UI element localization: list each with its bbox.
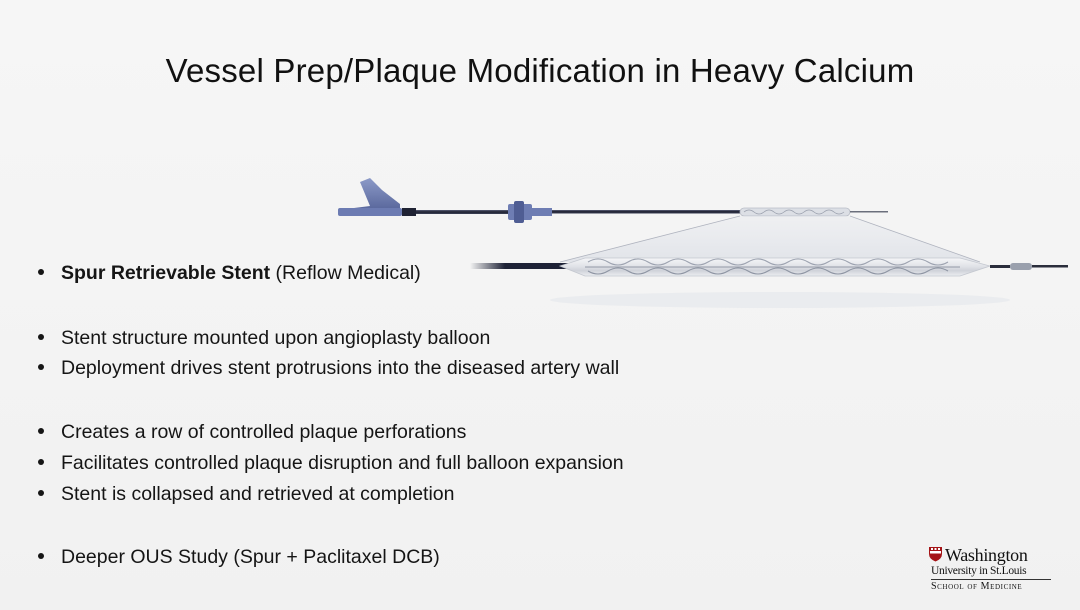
bullet-text: (Reflow Medical) xyxy=(270,262,421,284)
bullet-text: Stent is collapsed and retrieved at completion xyxy=(61,483,455,505)
logo-line-2: University in St.Louis xyxy=(931,565,1027,577)
bullet-item xyxy=(38,357,619,380)
university-shield-icon xyxy=(928,546,943,562)
zoom-projection xyxy=(560,216,980,262)
logo-line-1: Washington xyxy=(945,545,1028,565)
bullet-item xyxy=(38,262,421,285)
bullet-dot xyxy=(38,490,44,496)
bullet-item xyxy=(38,452,624,475)
bullet-text: Creates a row of controlled plaque perforations xyxy=(61,421,467,443)
bullet-item xyxy=(38,421,466,444)
bullet-item xyxy=(38,483,454,506)
spur-device-illustration xyxy=(330,170,1070,320)
bullet-text: Facilitates controlled plaque disruption and full balloon expansion xyxy=(61,452,624,474)
balloon-closeup xyxy=(470,258,1068,308)
luer-connector-icon xyxy=(508,201,552,223)
bullet-dot xyxy=(38,553,44,559)
washu-logo xyxy=(928,546,1058,596)
logo-line-3: School of Medicine xyxy=(931,581,1023,592)
bullet-dot xyxy=(38,364,44,370)
bullet-item xyxy=(38,546,440,569)
bullet-dot xyxy=(38,269,44,275)
bullet-dot xyxy=(38,428,44,434)
bullet-bold-text: Spur Retrievable Stent xyxy=(61,262,271,284)
slide-title: Vessel Prep/Plaque Modification in Heavy Calcium xyxy=(165,52,915,89)
bullet-text: Deployment drives stent protrusions into the diseased artery wall xyxy=(61,357,620,379)
bullet-dot xyxy=(38,459,44,465)
bullet-text: Deeper OUS Study (Spur + Paclitaxel DCB) xyxy=(61,546,440,568)
bullet-text: Stent structure mounted upon angioplasty balloon xyxy=(61,327,491,349)
bullet-dot xyxy=(38,334,44,340)
bullet-item xyxy=(38,327,490,350)
logo-divider xyxy=(931,579,1051,580)
